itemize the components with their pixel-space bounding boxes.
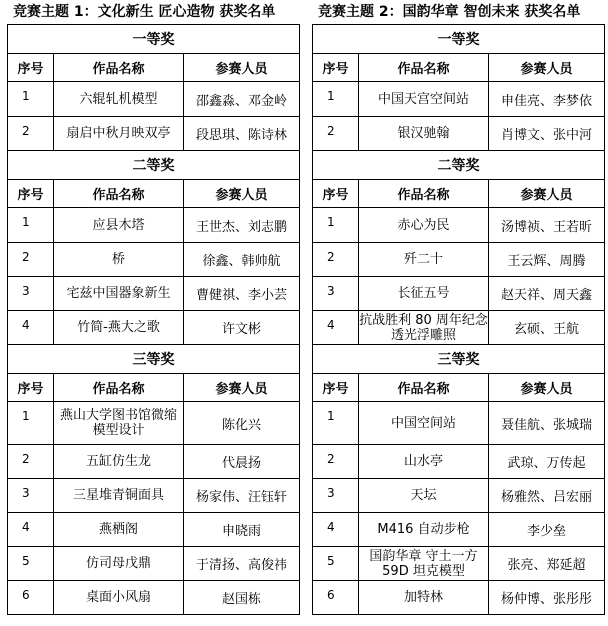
section-row — [8, 25, 300, 54]
table-row — [8, 82, 300, 117]
table-row — [8, 277, 300, 311]
row-seq: 1 — [8, 82, 54, 117]
header-work: 作品名称 — [359, 374, 489, 402]
row-members: 王世杰、刘志鹏 — [184, 208, 300, 243]
row-work: 扇启中秋月映双亭 — [54, 117, 184, 151]
row-seq: 4 — [313, 311, 359, 345]
table-row — [8, 513, 300, 547]
row-members: 汤博祯、王若昕 — [489, 208, 605, 243]
table-row — [313, 547, 605, 581]
table-row — [313, 513, 605, 547]
row-seq: 1 — [8, 402, 54, 445]
list-title: 竞赛主题 1：文化新生 匠心造物 获奖名单 — [13, 4, 276, 20]
section-title: 一等奖 — [313, 25, 605, 54]
header-work: 作品名称 — [54, 180, 184, 208]
table-row — [8, 311, 300, 345]
row-seq: 4 — [8, 311, 54, 345]
row-work: 燕栖阁 — [54, 513, 184, 547]
row-members: 玄硕、王航 — [489, 311, 605, 345]
header-work: 作品名称 — [359, 180, 489, 208]
row-seq: 2 — [8, 117, 54, 151]
table-row — [313, 445, 605, 479]
row-members: 李少垒 — [489, 513, 605, 547]
row-seq: 2 — [313, 243, 359, 277]
row-members: 代晨扬 — [184, 445, 300, 479]
row-seq: 4 — [8, 513, 54, 547]
section-title: 二等奖 — [8, 151, 300, 180]
header-work: 作品名称 — [54, 374, 184, 402]
row-members: 申佳亮、李梦依 — [489, 82, 605, 117]
row-seq: 5 — [313, 547, 359, 581]
table-header-row — [313, 374, 605, 402]
section-title: 三等奖 — [313, 345, 605, 374]
row-members: 杨雅然、吕宏丽 — [489, 479, 605, 513]
list-title: 竞赛主题 2：国韵华章 智创未来 获奖名单 — [318, 4, 581, 20]
table-row — [8, 479, 300, 513]
row-members: 段思琪、陈诗林 — [184, 117, 300, 151]
row-members: 邵鑫淼、邓金岭 — [184, 82, 300, 117]
header-members: 参赛人员 — [489, 54, 605, 82]
row-work: 六辊轧机模型 — [54, 82, 184, 117]
section-title: 二等奖 — [313, 151, 605, 180]
header-members: 参赛人员 — [489, 180, 605, 208]
table-row — [313, 277, 605, 311]
section-row — [8, 151, 300, 180]
table-row — [8, 445, 300, 479]
table-row — [8, 243, 300, 277]
row-work: 天坛 — [359, 479, 489, 513]
table-row — [8, 208, 300, 243]
table-header-row — [313, 54, 605, 82]
row-work: 竹简-燕大之歌 — [54, 311, 184, 345]
header-seq: 序号 — [313, 374, 359, 402]
row-seq: 4 — [313, 513, 359, 547]
row-seq: 2 — [313, 445, 359, 479]
table-header-row — [313, 180, 605, 208]
header-members: 参赛人员 — [184, 54, 300, 82]
row-seq: 3 — [8, 277, 54, 311]
header-work: 作品名称 — [359, 54, 489, 82]
row-members: 赵天祥、周天鑫 — [489, 277, 605, 311]
row-work: M416 自动步枪 — [359, 513, 489, 547]
row-members: 张亮、郑延超 — [489, 547, 605, 581]
table-header-row — [8, 374, 300, 402]
row-members: 武琼、万传起 — [489, 445, 605, 479]
table-row — [313, 479, 605, 513]
row-members: 肖博文、张中河 — [489, 117, 605, 151]
award-list-theme-1 — [7, 0, 299, 615]
row-members: 许文彬 — [184, 311, 300, 345]
section-row — [313, 151, 605, 180]
section-title: 三等奖 — [8, 345, 300, 374]
header-members: 参赛人员 — [489, 374, 605, 402]
table-row — [313, 581, 605, 615]
award-table — [7, 24, 300, 615]
header-seq: 序号 — [313, 180, 359, 208]
table-row — [8, 581, 300, 615]
row-work: 中国天宫空间站 — [359, 82, 489, 117]
table-row — [313, 208, 605, 243]
section-row — [8, 345, 300, 374]
table-row — [313, 311, 605, 345]
row-work: 燕山大学图书馆微缩模型设计 — [54, 402, 184, 445]
row-seq: 3 — [313, 277, 359, 311]
row-work: 桌面小风扇 — [54, 581, 184, 615]
row-members: 徐鑫、韩帅航 — [184, 243, 300, 277]
row-seq: 1 — [313, 82, 359, 117]
header-members: 参赛人员 — [184, 180, 300, 208]
row-members: 杨家伟、汪钰轩 — [184, 479, 300, 513]
row-work: 仿司母戊鼎 — [54, 547, 184, 581]
row-work: 长征五号 — [359, 277, 489, 311]
row-work: 国韵华章 守土一方 59D 坦克模型 — [359, 547, 489, 581]
header-seq: 序号 — [8, 54, 54, 82]
row-members: 于清扬、高俊祎 — [184, 547, 300, 581]
header-seq: 序号 — [8, 180, 54, 208]
table-row — [313, 243, 605, 277]
row-seq: 5 — [8, 547, 54, 581]
section-title: 一等奖 — [8, 25, 300, 54]
row-members: 王云辉、周腾 — [489, 243, 605, 277]
table-row — [313, 402, 605, 445]
row-seq: 3 — [8, 479, 54, 513]
row-seq: 1 — [8, 208, 54, 243]
table-row — [313, 82, 605, 117]
award-table — [312, 24, 605, 615]
row-work: 中国空间站 — [359, 402, 489, 445]
row-work: 三星堆青铜面具 — [54, 479, 184, 513]
header-seq: 序号 — [8, 374, 54, 402]
row-seq: 3 — [313, 479, 359, 513]
row-members: 聂佳航、张城瑞 — [489, 402, 605, 445]
row-members: 陈化兴 — [184, 402, 300, 445]
row-work: 应县木塔 — [54, 208, 184, 243]
header-seq: 序号 — [313, 54, 359, 82]
table-header-row — [8, 54, 300, 82]
row-seq: 2 — [8, 445, 54, 479]
row-seq: 2 — [313, 117, 359, 151]
table-row — [313, 117, 605, 151]
header-work: 作品名称 — [54, 54, 184, 82]
table-row — [8, 402, 300, 445]
row-work: 赤心为民 — [359, 208, 489, 243]
row-work: 抗战胜利 80 周年纪念透光浮雕照 — [359, 312, 488, 343]
row-work: 山水亭 — [359, 445, 489, 479]
row-seq: 1 — [313, 208, 359, 243]
row-members: 曹健祺、李小芸 — [184, 277, 300, 311]
row-members: 赵国栋 — [184, 581, 300, 615]
row-work: 歼二十 — [359, 243, 489, 277]
header-members: 参赛人员 — [184, 374, 300, 402]
row-members: 杨仲博、张彤彤 — [489, 581, 605, 615]
row-work: 加特林 — [359, 581, 489, 615]
row-seq: 6 — [313, 581, 359, 615]
row-work: 桥 — [54, 243, 184, 277]
row-seq: 1 — [313, 402, 359, 445]
award-list-theme-2 — [312, 0, 604, 615]
row-members: 申晓雨 — [184, 513, 300, 547]
table-row — [8, 547, 300, 581]
section-row — [313, 345, 605, 374]
table-row — [8, 117, 300, 151]
row-work: 五缸仿生龙 — [54, 445, 184, 479]
row-seq: 2 — [8, 243, 54, 277]
row-work: 宅兹中国器象新生 — [54, 277, 184, 311]
row-seq: 6 — [8, 581, 54, 615]
section-row — [313, 25, 605, 54]
table-header-row — [8, 180, 300, 208]
row-work: 银汉驰翰 — [359, 117, 489, 151]
